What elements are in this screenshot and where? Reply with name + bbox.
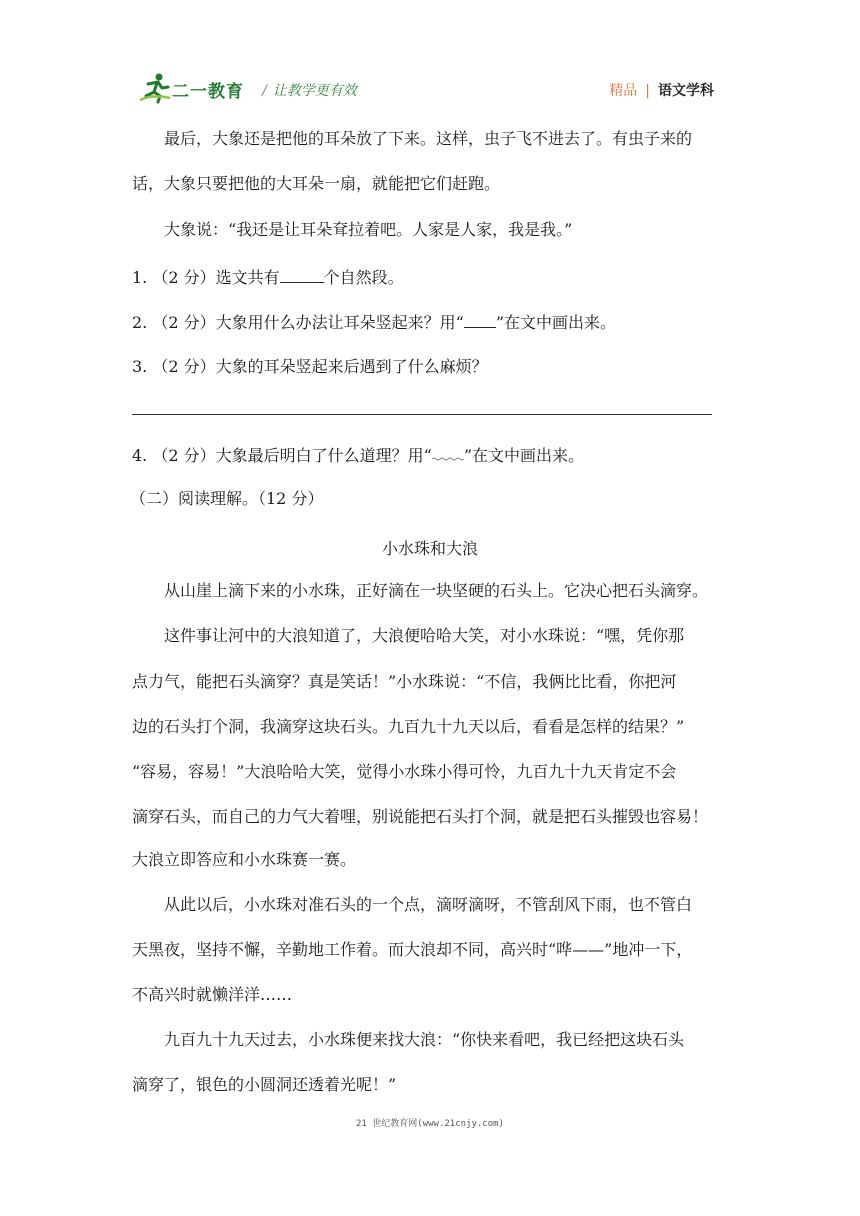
question-2	[132, 313, 616, 331]
subject-badge	[609, 80, 714, 100]
story-line: 滴穿了，银色的小圆洞还透着光呢！”	[132, 1075, 397, 1094]
story-line: 大浪立即答应和小水珠赛一赛。	[132, 850, 357, 869]
answer-line[interactable]	[132, 414, 712, 415]
story-line: 点力气，能把石头滴穿？真是笑话！”小水珠说：“不信，我俩比比看，你把河	[132, 672, 677, 691]
story-line: 天黑夜，坚持不懈，辛勤地工作着。而大浪却不同，高兴时“哗——”地冲一下，	[132, 940, 693, 959]
story-line: 边的石头打个洞，我滴穿这块石头。九百九十九天以后，看看是怎样的结果？”	[132, 717, 685, 736]
story-title: 小水珠和大浪	[381, 539, 478, 558]
logo-text: 二一教育	[172, 82, 244, 102]
question-4-text-start: 4. （2 分）大象最后明白了什么道理？用“	[132, 446, 432, 465]
page-footer: 21 世纪教育网(www.21cnjy.com)	[356, 1119, 504, 1129]
straight-underline-mark	[464, 313, 496, 328]
story-line: 滴穿石头，而自己的力气大着哩，别说能把石头打个洞，就是把石头摧毁也容易！	[132, 807, 709, 826]
answer-blank[interactable]	[280, 268, 324, 283]
slogan: / 让教学更有效	[262, 83, 357, 99]
story-line: 不高兴时就懒洋洋……	[132, 985, 293, 1004]
question-3: 3. （2 分）大象的耳朵竖起来后遇到了什么麻烦？	[132, 357, 488, 376]
passage-line: 大象说：“我还是让耳朵耷拉着吧。人家是人家，我是我。”	[164, 220, 573, 239]
page-header	[138, 72, 718, 104]
slogan-text: 让教学更有效	[272, 83, 357, 99]
story-line: 从此以后，小水珠对准石头的一个点，滴呀滴呀，不管刮风下雨，也不管白	[164, 895, 693, 914]
story-line: 这件事让河中的大浪知道了，大浪便哈哈大笑，对小水珠说：“嘿，凭你那	[164, 626, 685, 645]
question-2-text-end: ”在文中画出来。	[495, 313, 616, 332]
question-4	[132, 448, 584, 464]
question-1-text-start: 1. （2 分）选文共有	[132, 268, 280, 287]
section-heading: （二）阅读理解。（12 分）	[130, 489, 324, 508]
question-4-text-end: ”在文中画出来。	[463, 446, 584, 465]
story-line: “容易，容易！”大浪哈哈大笑，觉得小水珠小得可怜，九百九十九天肯定不会	[132, 762, 677, 781]
story-line: 从山崖上滴下来的小水珠，正好滴在一块坚硬的石头上。它决心把石头滴穿。	[164, 581, 709, 600]
story-line: 九百九十九天过去，小水珠便来找大浪：“你快来看吧，我已经把这块石头	[164, 1030, 685, 1049]
wavy-underline-icon	[432, 449, 464, 461]
logo	[138, 72, 256, 104]
passage-line: 最后，大象还是把他的耳朵放了下来。这样，虫子飞不进去了。有虫子来的	[164, 129, 693, 148]
question-1	[132, 268, 404, 286]
question-1-text-end: 个自然段。	[323, 268, 404, 287]
quality-label: 精品	[609, 83, 638, 99]
question-2-text-start: 2. （2 分）大象用什么办法让耳朵竖起来？用“	[132, 313, 464, 332]
passage-line: 话，大象只要把他的大耳朵一扇，就能把它们赶跑。	[132, 174, 501, 193]
badge-separator: |	[645, 83, 650, 99]
subject-label: 语文学科	[658, 83, 714, 99]
runner-logo-icon	[138, 72, 172, 104]
